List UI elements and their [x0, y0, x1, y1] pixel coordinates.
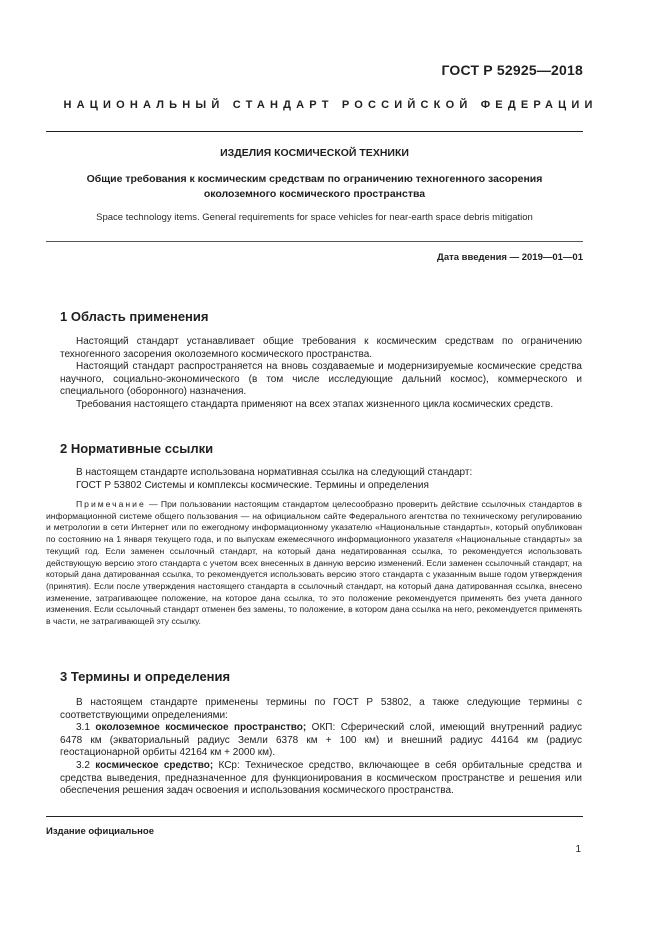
note-text: — При пользовании настоящим стандартом целесообразно проверить действие ссылочных стандартов в информационной системе общего пользования — на официальном сайте Федерального агентства по техническому регулированию и метрологии в сети Интернет или по ежегодному информационному указателю «Национальные стандарты», который опубликован по состоянию на 1 января текущего года, и по выпускам ежемесячного информационного указателя «Национальные стандарты» за текущий год. Если заменен ссылочный стандарт, на который дана недатированная ссылка, то рекомендуется использовать действующую версию этого стандарта с учетом всех внесенных в данную версию изменений. Если заменен ссылочный стандарт, на который дана датированная ссылка, то рекомендуется использовать версию этого стандарта с указанным выше годом утверждения (принятия). Если после утверждения настоящего стандарта в ссылочный стандарт, на который дана датированная ссылка, внесено изменение, затрагивающее положение, на которое дана ссылка, то это положение рекомендуется применять без учета данного изменения. Если ссылочный стандарт отменен без замены, то положение, в котором дана ссылка на него, рекомендуется применять в части, не затрагивающей эту ссылку.: [46, 499, 582, 627]
section-2-heading: 2 Нормативные ссылки: [60, 441, 214, 456]
english-title: Space technology items. General requirements for space vehicles for near-earth space debris mitigation: [96, 212, 533, 223]
section-2-paragraph-1-text: В настоящем стандарте использована нормативная ссылка на следующий стандарт:: [76, 467, 473, 478]
section-3-paragraph-1: [60, 697, 582, 722]
term-3-1-name: околоземное космическое пространство;: [95, 722, 307, 733]
section-1-paragraph-2: [60, 361, 582, 399]
gost-code: ГОСТ Р 52925—2018: [441, 62, 583, 78]
note-label: Примечание: [76, 499, 146, 509]
term-3-2-definition: КСр: Техническое средство, включающее в себя орбитальные средства и средства выведения, предназначенное для функционирования в космическом пространстве и решения или обеспечения решения задач освоения и использования космического пространства.: [60, 760, 583, 797]
term-3-2-name: космическое средство;: [95, 760, 214, 771]
section-1-paragraph-2-text: Настоящий стандарт распространяется на вновь создаваемые и модернизируемые космические средства научного, социально-экономического (в том числе исследующие дальний космос), коммерческого и специального (оборонного) назначения.: [60, 361, 582, 398]
term-3-1: [60, 722, 582, 760]
top-divider: [46, 131, 583, 132]
section-2-paragraph-1: [60, 467, 582, 480]
introduction-date: Дата введения — 2019—01—01: [437, 252, 583, 263]
term-3-2: [60, 760, 582, 798]
document-title: ИЗДЕЛИЯ КОСМИЧЕСКОЙ ТЕХНИКИ: [220, 147, 409, 159]
subtitle-line-2: околоземного космического пространства: [203, 188, 426, 200]
term-3-2-number: 3.2: [76, 760, 90, 771]
section-1-paragraph-1: [60, 336, 582, 361]
subtitle-line-1: Общие требования к космическим средствам по ограничению техногенного засорения: [86, 173, 543, 185]
section-1-heading: 1 Область применения: [60, 309, 209, 324]
section-1-paragraph-3-text: Требования настоящего стандарта применяют на всех этапах жизненного цикла космических средств.: [76, 399, 554, 410]
bottom-divider: [46, 816, 583, 817]
term-3-1-number: 3.1: [76, 722, 90, 733]
national-standard-banner: НАЦИОНАЛЬНЫЙ СТАНДАРТ РОССИЙСКОЙ ФЕДЕРАЦИИ: [63, 99, 598, 111]
page-number: 1: [575, 844, 581, 855]
section-1-paragraph-3: [60, 399, 582, 412]
document-subtitle: [46, 172, 583, 202]
section-2-note: [46, 499, 582, 628]
middle-divider: [46, 241, 583, 242]
section-3-heading: 3 Термины и определения: [60, 669, 231, 684]
section-1-paragraph-1-text: Настоящий стандарт устанавливает общие требования к космическим средствам по ограничению техногенного засорения околоземного космического пространства.: [60, 336, 582, 360]
section-2-reference: [60, 480, 582, 493]
section-2-reference-text: ГОСТ Р 53802 Системы и комплексы космические. Термины и определения: [76, 480, 429, 491]
section-3-paragraph-1-text: В настоящем стандарте применены термины по ГОСТ Р 53802, а также следующие термины с соответствующими определениями:: [60, 697, 582, 721]
term-3-1-definition: ОКП: Сферический слой, имеющий внутренний радиус 6478 км (экваториальный радиус Земли 6378 км + 100 км) и внешний радиус 44164 км (радиус геостационарной орбиты 42164 км + 2000 км).: [60, 722, 582, 759]
official-edition-label: Издание официальное: [46, 826, 154, 837]
